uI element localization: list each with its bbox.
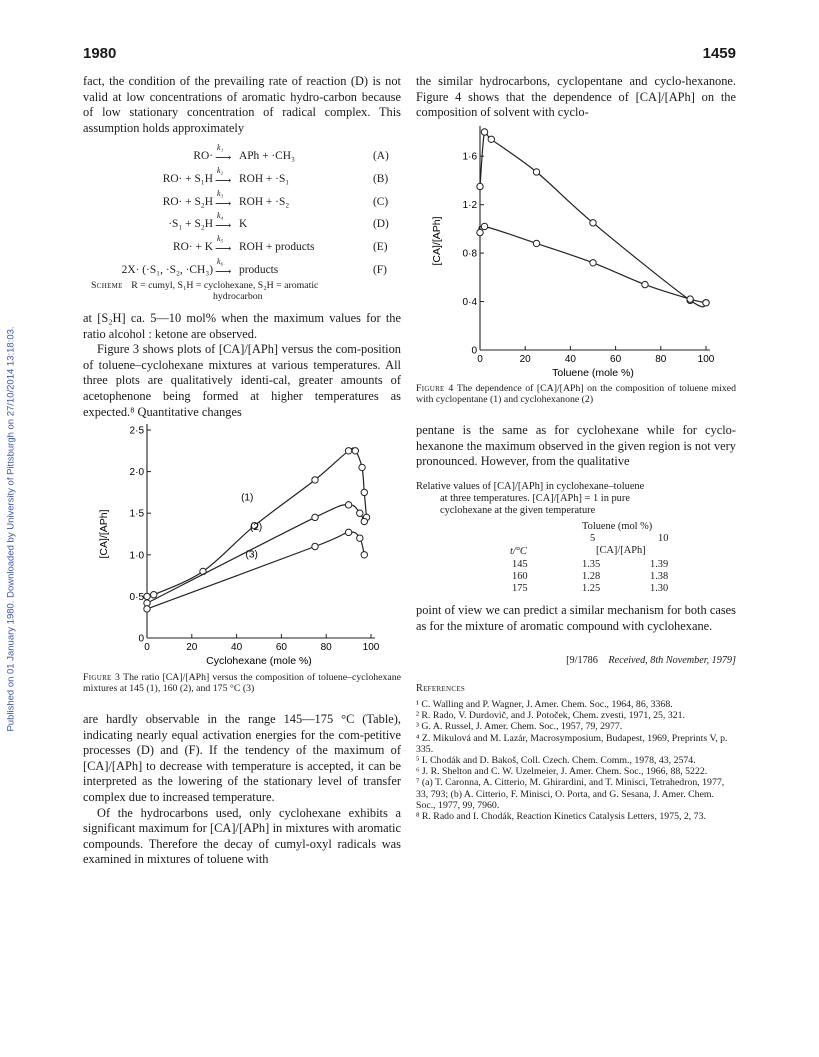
reference-7: ⁷ (a) T. Caronna, A. Citterio, M. Ghirardini, and T. Minisci, Tetrahedron, 1977, 33, 793; (b) A. Citterio, F. Minisci, O. Porta, and G. Sesana, J. Amer. Chem. Soc., 1977, 99, 7960. xyxy=(416,777,725,811)
journal-year: 1980 xyxy=(83,45,117,62)
left-mid-text xyxy=(83,311,401,420)
left-bottom-paragraph-2: Of the hydrocarbons used, only cyclohexane exhibits a significant maximum for [CA]/[APh] in mixtures with aromatic compounds. Therefore the decay of cumyl-oxyl radicals was examined in mixtures of toluene with xyxy=(83,805,401,867)
fig3-y-axis-label: [CA]/[APh] xyxy=(98,509,110,559)
fig4-x-tick-label: 60 xyxy=(610,354,622,365)
fig4-data-point xyxy=(477,183,483,189)
figure-4-chart xyxy=(416,120,736,380)
fig3-y-tick-label: 2·0 xyxy=(129,467,144,479)
table-group-header: Toluene (mol %) xyxy=(582,521,653,532)
figure-3-chart xyxy=(83,420,401,670)
table-row-t-175: 175 xyxy=(512,583,528,594)
fig4-data-point xyxy=(533,169,539,175)
fig3-data-point xyxy=(312,514,318,520)
table-title-line3: cyclohexane at the given temperature xyxy=(440,505,596,516)
table-cell: 1.28 xyxy=(582,571,601,582)
fig4-series-1-line xyxy=(480,129,706,307)
fig3-data-point xyxy=(345,448,351,454)
table-row-header: t/°C xyxy=(510,546,527,557)
fig3-data-point xyxy=(361,518,367,524)
fig3-data-point xyxy=(361,489,367,495)
right-after-table-paragraph: point of view we can predict a similar mechanism for both cases as for the mixture of aromatic compound with cyclohexane. xyxy=(416,603,736,633)
fig3-data-point xyxy=(144,593,150,599)
fig3-data-point xyxy=(151,592,157,598)
table-row-t-145: 145 xyxy=(512,559,528,570)
table-cell: 1.35 xyxy=(582,559,601,570)
right-top-paragraph: the similar hydrocarbons, cyclopentane and cyclo-hexanone. Figure 4 shows that the dependence of [CA]/[APh] on the composition of solvent with cyclo- xyxy=(416,74,736,120)
fig3-data-point xyxy=(361,552,367,558)
fig3-data-point xyxy=(359,464,365,470)
reference-3: ³ G. A. Russel, J. Amer. Chem. Soc., 1957, 79, 2977. xyxy=(416,721,623,733)
fig4-y-axis-label: [CA]/[APh] xyxy=(431,216,443,266)
table-title-line1: Relative values of [CA]/[APh] in cyclohexane–toluene xyxy=(416,481,645,492)
fig3-x-tick-label: 60 xyxy=(275,642,287,653)
fig4-y-tick-label: 0 xyxy=(471,345,477,357)
fig4-data-point xyxy=(481,223,487,229)
results-table xyxy=(416,481,736,601)
fig4-x-tick-label: 40 xyxy=(564,354,576,365)
table-cell: 1.38 xyxy=(650,571,669,582)
fig3-series-label: (1) xyxy=(241,492,254,504)
table-cell: 1.25 xyxy=(582,583,601,594)
fig4-data-point xyxy=(590,220,596,226)
left-bottom-text xyxy=(83,712,401,868)
left-top-paragraph: fact, the condition of the prevailing rate of reaction (D) is not valid at low concentrations of aromatic hydro-carbon because of low stationary concentration of radical complex. This assumption holds approximately xyxy=(83,74,401,135)
reference-6: ⁶ J. R. Shelton and C. W. Uzelmeier, J. Amer. Chem. Soc., 1966, 88, 5222. xyxy=(416,766,708,778)
table-col-5: 5 xyxy=(590,533,596,544)
figure-4-caption-text: The dependence of [CA]/[APh] on the composition of toluene mixed with cyclopentane (1) and cyclohexanone (2) xyxy=(416,383,736,406)
fig3-x-axis-label: Cyclohexane (mole %) xyxy=(206,655,312,667)
reference-4: ⁴ Z. Mikulová and M. Lazár, Macrosymposium, Budapest, 1969, Preprints V, p. 335. xyxy=(416,732,728,755)
watermark-text: Published on 01 January 1980. Downloaded by University of Pittsburgh on 27/10/2014 13:18:03. xyxy=(5,325,17,732)
scheme-caption-line2: hydrocarbon xyxy=(213,291,263,302)
references-list xyxy=(416,699,736,822)
fig3-data-point xyxy=(345,502,351,508)
left-bottom-paragraph-1: are hardly observable in the range 145—175 °C (Table), indicating nearly equal activation energies for the com-petitive processes (D) and (F). If the tendency of the maximum of [CA]/[APh] to decrease with temperature is accepted, it can be interpreted as the lowering of the stationary level of transfer complex due to increased temperature. xyxy=(83,712,401,804)
table-cell: 1.30 xyxy=(650,583,669,594)
figure-3-caption-head: Figure 3 xyxy=(83,672,121,683)
fig3-y-tick-label: 1·0 xyxy=(129,550,144,562)
fig4-x-tick-label: 100 xyxy=(697,354,715,365)
reaction-scheme: RO· k₁ ⟶ APh + ·CH₃ (A) RO· + S₁H k₂ ⟶ ROH + ·S₁ (B) RO· + S₂H k₃ ⟶ ROH + ·S₂ (C) ·S₁ + S₂H k₄ ⟶ K (D) RO· + K k₅ ⟶ ROH + products (E) 2X· (·S₁, ·S₂, ·CH₃) k₆ ⟶ products (F) Scheme R = cumyl, S₁H = cyclohexane, S₂H = aromatic hydrocarbon xyxy=(91,143,389,302)
fig4-data-point xyxy=(477,229,483,235)
fig4-data-point xyxy=(703,300,709,306)
fig4-data-point xyxy=(642,281,648,287)
fig4-y-tick-label: 0·4 xyxy=(462,297,477,309)
right-mid-paragraph: pentane is the same as for cyclohexane while for cyclo-hexanone the maximum observed in the given region is not very pronounced. However, from the qualitative xyxy=(416,423,736,469)
download-watermark xyxy=(4,0,18,1057)
fig4-x-tick-label: 0 xyxy=(477,354,483,365)
fig3-y-tick-label: 0·5 xyxy=(129,591,144,603)
table-row-t-160: 160 xyxy=(512,571,528,582)
table-title-line2: at three temperatures. [CA]/[APh] = 1 in pure xyxy=(440,493,630,504)
fig3-series-3-line xyxy=(147,532,364,609)
fig4-x-tick-label: 80 xyxy=(655,354,667,365)
references-heading: References xyxy=(416,683,466,694)
scheme-caption xyxy=(91,280,318,291)
figure-3-caption-text: The ratio [CA]/[APh] versus the composition of toluene–cyclohexane mixtures at 145 (1), 160 (2), and 175 °C (3) xyxy=(83,672,401,695)
fig3-y-tick-label: 1·5 xyxy=(129,508,144,520)
fig3-x-tick-label: 100 xyxy=(362,642,380,653)
fig3-series-label: (3) xyxy=(245,549,258,561)
fig4-y-tick-label: 1·2 xyxy=(462,200,477,212)
figure-4-caption-head: Figure 4 xyxy=(416,383,454,394)
reference-2: ² R. Rado, V. Durdovič, and J. Potoček, Chem. zvesti, 1971, 25, 321. xyxy=(416,710,685,722)
fig3-x-tick-label: 0 xyxy=(144,642,150,653)
fig3-y-tick-label: 2·5 xyxy=(129,425,144,437)
fig3-data-point xyxy=(357,510,363,516)
scheme-caption-line1: R = cumyl, S₁H = cyclohexane, S₂H = aromatic xyxy=(131,280,319,291)
fig3-data-point xyxy=(345,529,351,535)
reference-8: ⁸ R. Rado and I. Chodák, Reaction Kinetics Catalysis Letters, 1975, 2, 73. xyxy=(416,811,706,823)
reference-1: ¹ C. Walling and P. Wagner, J. Amer. Chem. Soc., 1964, 86, 3368. xyxy=(416,699,673,710)
fig4-data-point xyxy=(590,260,596,266)
received-code: [9/1786 xyxy=(566,655,598,666)
fig4-x-axis-label: Toluene (mole %) xyxy=(552,367,634,379)
fig3-data-point xyxy=(312,477,318,483)
table-sub-header: [CA]/[APh] xyxy=(596,545,646,556)
fig3-x-tick-label: 40 xyxy=(231,642,243,653)
table-cell: 1.39 xyxy=(650,559,669,570)
page-number: 1459 xyxy=(702,45,736,62)
fig3-data-point xyxy=(144,606,150,612)
received-line xyxy=(540,655,736,666)
fig4-data-point xyxy=(488,136,494,142)
fig3-x-tick-label: 80 xyxy=(320,642,332,653)
fig4-y-tick-label: 0·8 xyxy=(462,248,477,260)
left-mid-paragraph-1: at [S₂H] ca. 5—10 mol% when the maximum values for the ratio alcohol : ketone are observed. xyxy=(83,311,401,341)
figure-3-caption xyxy=(83,672,401,695)
table-col-10: 10 xyxy=(658,533,669,544)
fig4-y-tick-label: 1·6 xyxy=(462,151,477,163)
fig4-data-point xyxy=(687,296,693,302)
fig4-x-tick-label: 20 xyxy=(519,354,531,365)
fig4-data-point xyxy=(481,129,487,135)
fig3-data-point xyxy=(352,448,358,454)
scheme-caption-head: Scheme xyxy=(91,280,123,291)
fig3-data-point xyxy=(357,535,363,541)
reference-5: ⁵ I. Chodák and D. Bakoš, Coll. Czech. Chem. Comm., 1978, 43, 2574. xyxy=(416,755,696,767)
fig3-y-tick-label: 0 xyxy=(138,633,144,645)
fig3-x-tick-label: 20 xyxy=(186,642,198,653)
fig3-data-point xyxy=(312,543,318,549)
fig4-data-point xyxy=(533,240,539,246)
fig3-series-label: (2) xyxy=(250,521,263,533)
left-mid-paragraph-2: Figure 3 shows plots of [CA]/[APh] versus the com-position of toluene–cyclohexane mixtures at various temperatures. All three plots are qualitatively identi-cal, greater amounts of acetophenone being formed at higher temperatures as expected.⁸ Quantitative changes xyxy=(83,342,401,419)
received-date: Received, 8th November, 1979] xyxy=(608,655,736,666)
figure-4-caption xyxy=(416,383,736,406)
